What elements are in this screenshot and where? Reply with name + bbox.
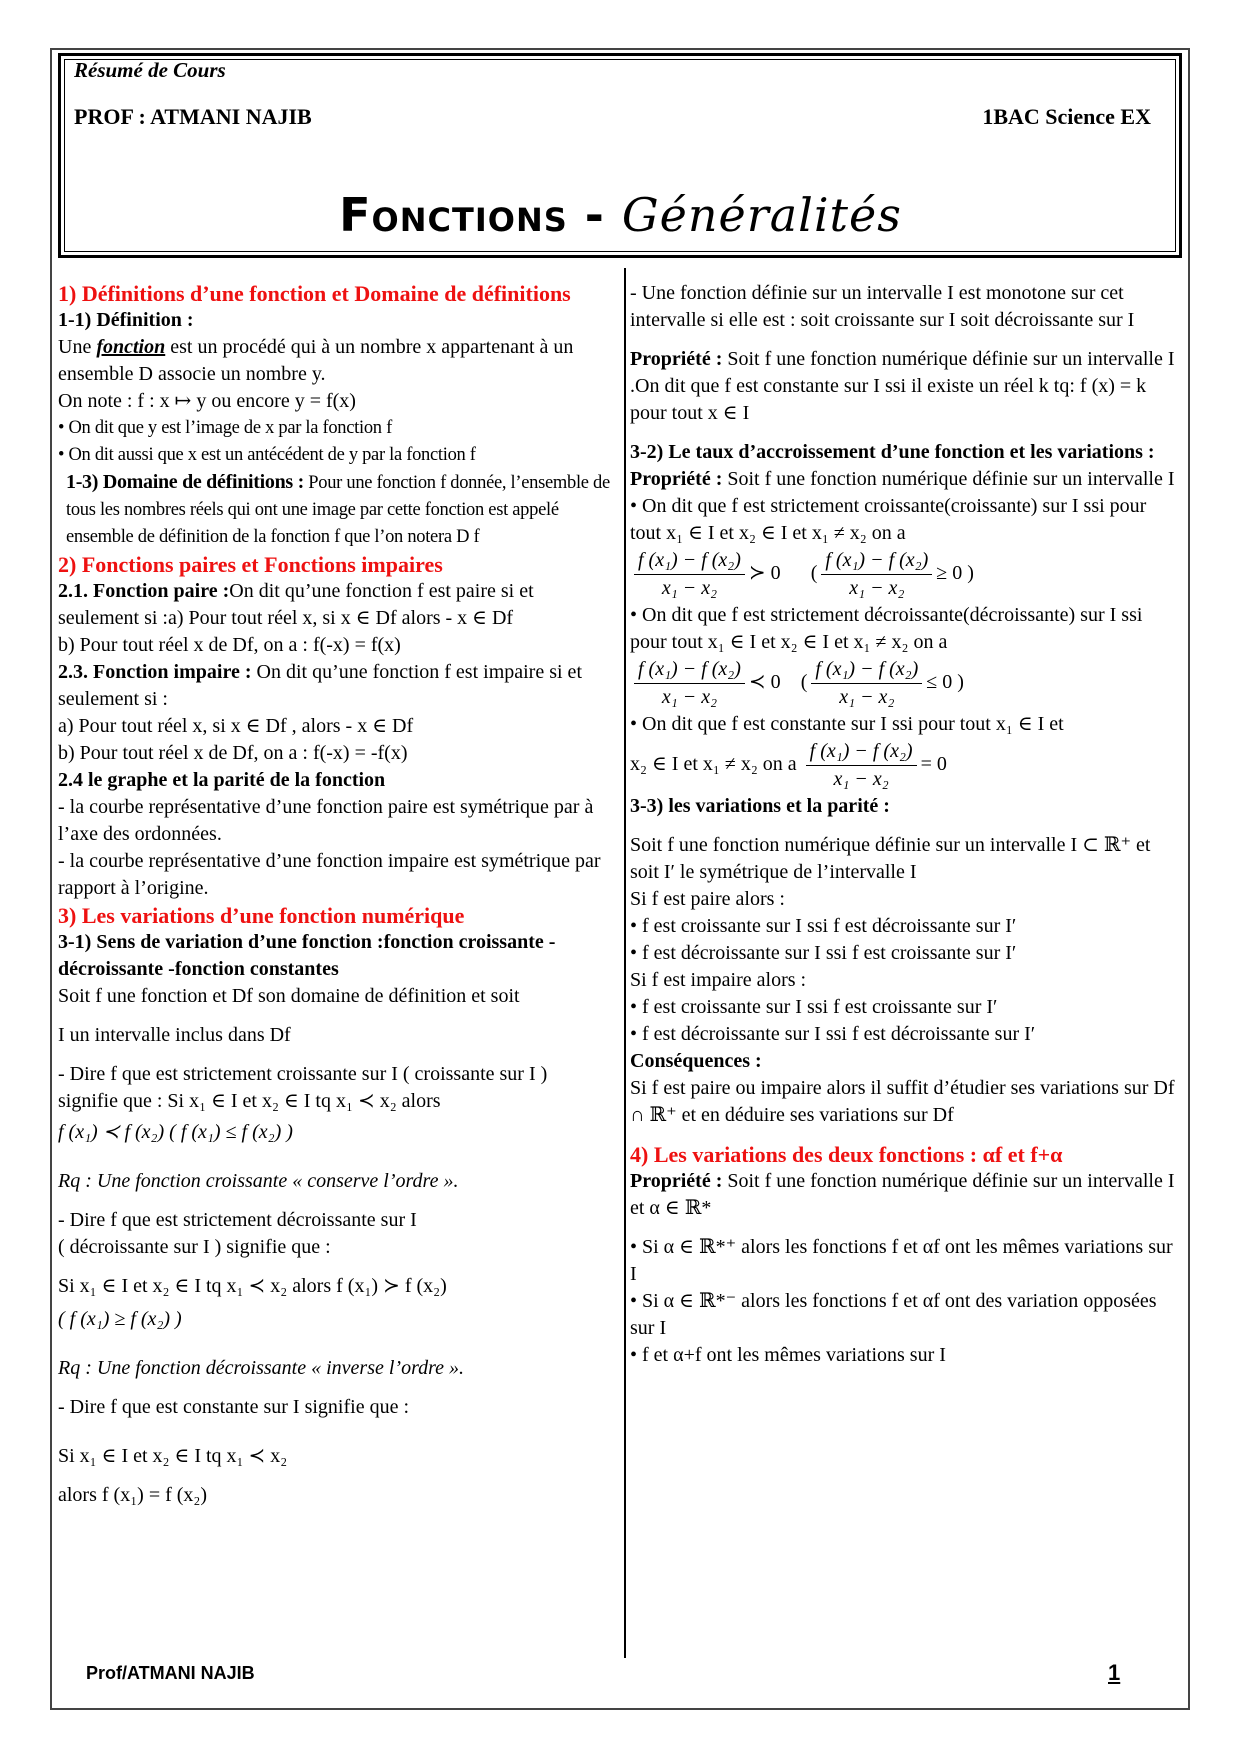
property-text: Soit f une fonction numérique définie sur un intervalle I .On dit que f est constante sur I ssi il existe un réel k tq: f (x) = k pour tout x ∈ I — [630, 348, 1175, 424]
definition-paragraph — [58, 334, 610, 388]
decreasing-definition: - Dire f que est strictement décroissante sur I — [58, 1209, 417, 1231]
constant-rate-formula — [630, 738, 1180, 793]
title-main: Fonctions — [339, 188, 568, 242]
spacer — [58, 1195, 610, 1207]
section-2-title: 2) Fonctions paires et Fonctions impaires — [58, 552, 443, 577]
odd-case-1: • f est croissante sur I ssi f est croissante sur I′ — [630, 996, 998, 1018]
antecedent-bullet: • On dit aussi que x est un antécédent de y par la fonction f — [58, 445, 476, 465]
odd-function-text: On dit qu’une fonction f est impaire si et seulement si : — [58, 661, 582, 710]
decreasing-rate-formula: $\frac{\text{f (x₁) − f (x₂)}}{\text{x₁ − x₂}}$ ≺ 0 ( $\frac{\text{f (x₁) − f (x₂)}}{\text{x₁ − x₂}}$ ≤ 0 ) — [630, 656, 1180, 711]
rate-fraction — [821, 547, 932, 602]
fraction-numerator: f (x₁) − f (x₂) — [811, 656, 922, 684]
title-sub: Généralités — [621, 188, 902, 242]
constant-definition: - Dire f que est constante sur I signifie que : — [58, 1396, 410, 1418]
decreasing-condition: Si x₁ ∈ I et x₂ ∈ I tq x₁ ≺ x₂ alors f (x₁) ≻ f (x₂) — [58, 1275, 447, 1297]
spacer — [58, 1382, 610, 1394]
rate-property — [630, 466, 1180, 493]
graph-even-text: - la courbe représentative d’une fonction paire est symétrique par à l’axe des ordonnées. — [58, 796, 594, 845]
section-3-title: 3) Les variations d’une fonction numérique — [58, 903, 465, 928]
section-3-2-title: 3-2) Le taux d’accroissement d’une fonction et les variations : — [630, 441, 1155, 463]
even-case-2: • f est décroissante sur I ssi f est croissante sur I′ — [630, 942, 1017, 964]
increasing-math: f (x₁) ≺ f (x₂) ( f (x₁) ≤ f (x₂) ) — [58, 1121, 293, 1143]
fraction-numerator: f (x₁) − f (x₂) — [806, 738, 917, 766]
fraction-denominator: x₁ − x₂ — [849, 577, 905, 599]
definition-text-b: est un procédé qui à un nombre x appartenant à un ensemble D associe un nombre y. — [58, 336, 574, 385]
spacer — [58, 1470, 610, 1482]
document-type: Résumé de Cours — [74, 58, 226, 82]
constant-property — [630, 346, 1180, 427]
spacer — [58, 1049, 610, 1061]
remark-decreasing: Rq : Une fonction décroissante « inverse l’ordre ». — [58, 1357, 465, 1379]
fraction-numerator: f (x₁) − f (x₂) — [634, 656, 745, 684]
property-text: Soit f une fonction numérique définie sur un intervalle I et α ∈ ℝ* — [630, 1170, 1175, 1219]
odd-function-paragraph — [58, 659, 610, 713]
property-label: Propriété : — [630, 468, 723, 490]
decreasing-definition-b: ( décroissante sur I ) signifie que : — [58, 1236, 331, 1258]
interval-line: I un intervalle inclus dans Df — [58, 1024, 291, 1046]
section-3-3-title: 3-3) les variations et la parité : — [630, 795, 890, 817]
fraction-denominator: x₁ − x₂ — [839, 686, 895, 708]
odd-case: Si f est impaire alors : — [630, 969, 807, 991]
rate-fraction — [634, 656, 745, 711]
constant-conclusion: alors f (x₁) = f (x₂) — [58, 1484, 208, 1506]
odd-function-b: b) Pour tout réel x de Df, on a : f(-x) = -f(x) — [58, 742, 408, 764]
section-2-4-title: 2.4 le graphe et la parité de la fonction — [58, 769, 386, 791]
column-divider — [624, 268, 626, 1658]
section-3-1-title: 3-1) Sens de variation d’une fonction :fonction croissante -décroissante -fonction constantes — [58, 931, 556, 980]
spacer — [630, 1222, 1180, 1234]
spacer — [630, 427, 1180, 439]
page-title — [0, 188, 1241, 242]
even-function-text: On dit qu’une fonction f est paire si et seulement si :a) Pour tout réel x, si x ∈ Df alors - x ∈ Df — [58, 580, 534, 629]
section-2-1-title: 2.1. Fonction paire : — [58, 580, 230, 602]
monotone-paragraph: - Une fonction définie sur un intervalle I est monotone sur cet intervalle si elle est : soit croissante sur I soit décroissante sur I — [630, 282, 1135, 331]
consequences-label: Conséquences : — [630, 1050, 762, 1072]
spacer — [630, 1129, 1180, 1141]
consequences-text: Si f est paire ou impaire alors il suffit d’étudier ses variations sur Df ∩ ℝ⁺ et en déduire ses variations sur Df — [630, 1077, 1175, 1126]
even-function-paragraph — [58, 578, 610, 632]
property-label: Propriété : — [630, 1170, 723, 1192]
spacer — [58, 1146, 610, 1168]
even-case-1: • f est croissante sur I ssi f est décroissante sur I′ — [630, 915, 1017, 937]
domain-paragraph — [58, 469, 610, 551]
relation-le: ≤ 0 ) — [926, 671, 964, 694]
increasing-definition: - Dire f que est strictement croissante sur I ( croissante sur I ) signifie que : Si x₁ ∈ I et x₂ ∈ I tq x₁ ≺ x₂ alors — [58, 1063, 548, 1112]
relation-eq: = 0 — [920, 753, 947, 776]
property-label: Propriété : — [630, 348, 723, 370]
increasing-rate-formula: $\frac{\text{f (x₁) − f (x₂)}}{\text{x₁ − x₂}}$ ≻ 0 ( $\frac{\text{f (x₁) − f (x₂)}}{\text{x₁ − x₂}}$ ≥ 0 ) — [630, 547, 1180, 602]
fraction-numerator: f (x₁) − f (x₂) — [634, 547, 745, 575]
relation-lt: ≺ 0 — [748, 671, 781, 694]
spacer — [58, 1010, 610, 1022]
definition-text-a: Une — [58, 336, 97, 358]
spacer — [630, 334, 1180, 346]
relation-ge: ≥ 0 ) — [936, 562, 974, 585]
positive-alpha-bullet: • Si α ∈ ℝ*⁺ alors les fonctions f et αf ont les mêmes variations sur I — [630, 1236, 1173, 1285]
rate-fraction — [634, 547, 745, 602]
page-number: 1 — [1108, 1660, 1121, 1685]
fraction-numerator: f (x₁) − f (x₂) — [821, 547, 932, 575]
remark-increasing: Rq : Une fonction croissante « conserve l’ordre ». — [58, 1170, 459, 1192]
odd-case-2: • f est décroissante sur I ssi f est décroissante sur I′ — [630, 1023, 1036, 1045]
spacer — [630, 820, 1180, 832]
decreasing-math: ( f (x₁) ≥ f (x₂) ) — [58, 1308, 182, 1330]
image-bullet: • On dit que y est l’image de x par la fonction f — [58, 418, 392, 438]
scalar-property — [630, 1168, 1180, 1222]
definition-keyword: fonction — [96, 336, 166, 358]
constant-rate-condition: x₂ ∈ I et x₁ ≠ x₂ on a — [630, 753, 797, 776]
spacer — [58, 1333, 610, 1355]
rate-fraction — [806, 738, 917, 793]
fraction-denominator: x₁ − x₂ — [661, 577, 718, 599]
right-column — [630, 280, 1180, 1369]
spacer — [58, 1261, 610, 1273]
section-1-title: 1) Définitions d’une fonction et Domaine de définitions — [58, 281, 571, 306]
sum-alpha-bullet: • f et α+f ont les mêmes variations sur I — [630, 1344, 946, 1366]
decreasing-rate-bullet: • On dit que f est strictement décroissante(décroissante) sur I ssi pour tout x₁ ∈ I et x₂ ∈ I et x₁ ≠ x₂ on a — [630, 604, 1143, 653]
variation-intro: Soit f une fonction et Df son domaine de définition et soit — [58, 985, 520, 1007]
odd-function-a: a) Pour tout réel x, si x ∈ Df , alors - x ∈ Df — [58, 715, 414, 737]
section-4-title: 4) Les variations des deux fonctions : αf et f+α — [630, 1142, 1063, 1167]
section-1-1-title: 1-1) Définition : — [58, 309, 194, 331]
fraction-denominator: x₁ − x₂ — [661, 686, 718, 708]
footer-author: Prof/ATMANI NAJIB — [86, 1663, 255, 1683]
increasing-rate-bullet: • On dit que f est strictement croissante(croissante) sur I ssi pour tout x₁ ∈ I et x₂ ∈ I et x₁ ≠ x₂ on a — [630, 495, 1147, 544]
professor-name: PROF : ATMANI NAJIB — [74, 104, 312, 129]
spacer — [58, 1421, 610, 1443]
property-text: Soit f une fonction numérique définie sur un intervalle I — [722, 468, 1175, 490]
graph-odd-text: - la courbe représentative d’une fonction impaire est symétrique par rapport à l’origine. — [58, 850, 601, 899]
relation-gt: ≻ 0 — [748, 562, 781, 585]
negative-alpha-bullet: • Si α ∈ ℝ*⁻ alors les fonctions f et αf ont des variation opposées sur I — [630, 1290, 1157, 1339]
rate-fraction — [811, 656, 922, 711]
parity-intro: Soit f une fonction numérique définie sur un intervalle I ⊂ ℝ⁺ et soit I′ le symétrique de l’intervalle I — [630, 834, 1151, 883]
constant-condition: Si x₁ ∈ I et x₂ ∈ I tq x₁ ≺ x₂ — [58, 1445, 288, 1467]
even-case: Si f est paire alors : — [630, 888, 785, 910]
title-separator: - — [567, 188, 622, 242]
section-2-3-title: 2.3. Fonction impaire : — [58, 661, 252, 683]
even-function-b: b) Pour tout réel x de Df, on a : f(-x) = f(x) — [58, 634, 401, 656]
left-column — [58, 280, 610, 1509]
class-level: 1BAC Science EX — [982, 104, 1151, 129]
section-1-3-title: 1-3) Domaine de définitions : — [66, 471, 304, 493]
fraction-denominator: x₁ − x₂ — [833, 768, 889, 790]
domain-text: Pour une fonction f donnée, l’ensemble de tous les nombres réels qui ont une image par cette fonction est appelé ensemble de définition de la fonction f que l’on notera D f — [66, 473, 610, 547]
notation-line: On note : f : x ↦ y ou encore y = f(x) — [58, 390, 356, 412]
constant-rate-bullet: • On dit que f est constante sur I ssi pour tout x₁ ∈ I et — [630, 713, 1064, 735]
